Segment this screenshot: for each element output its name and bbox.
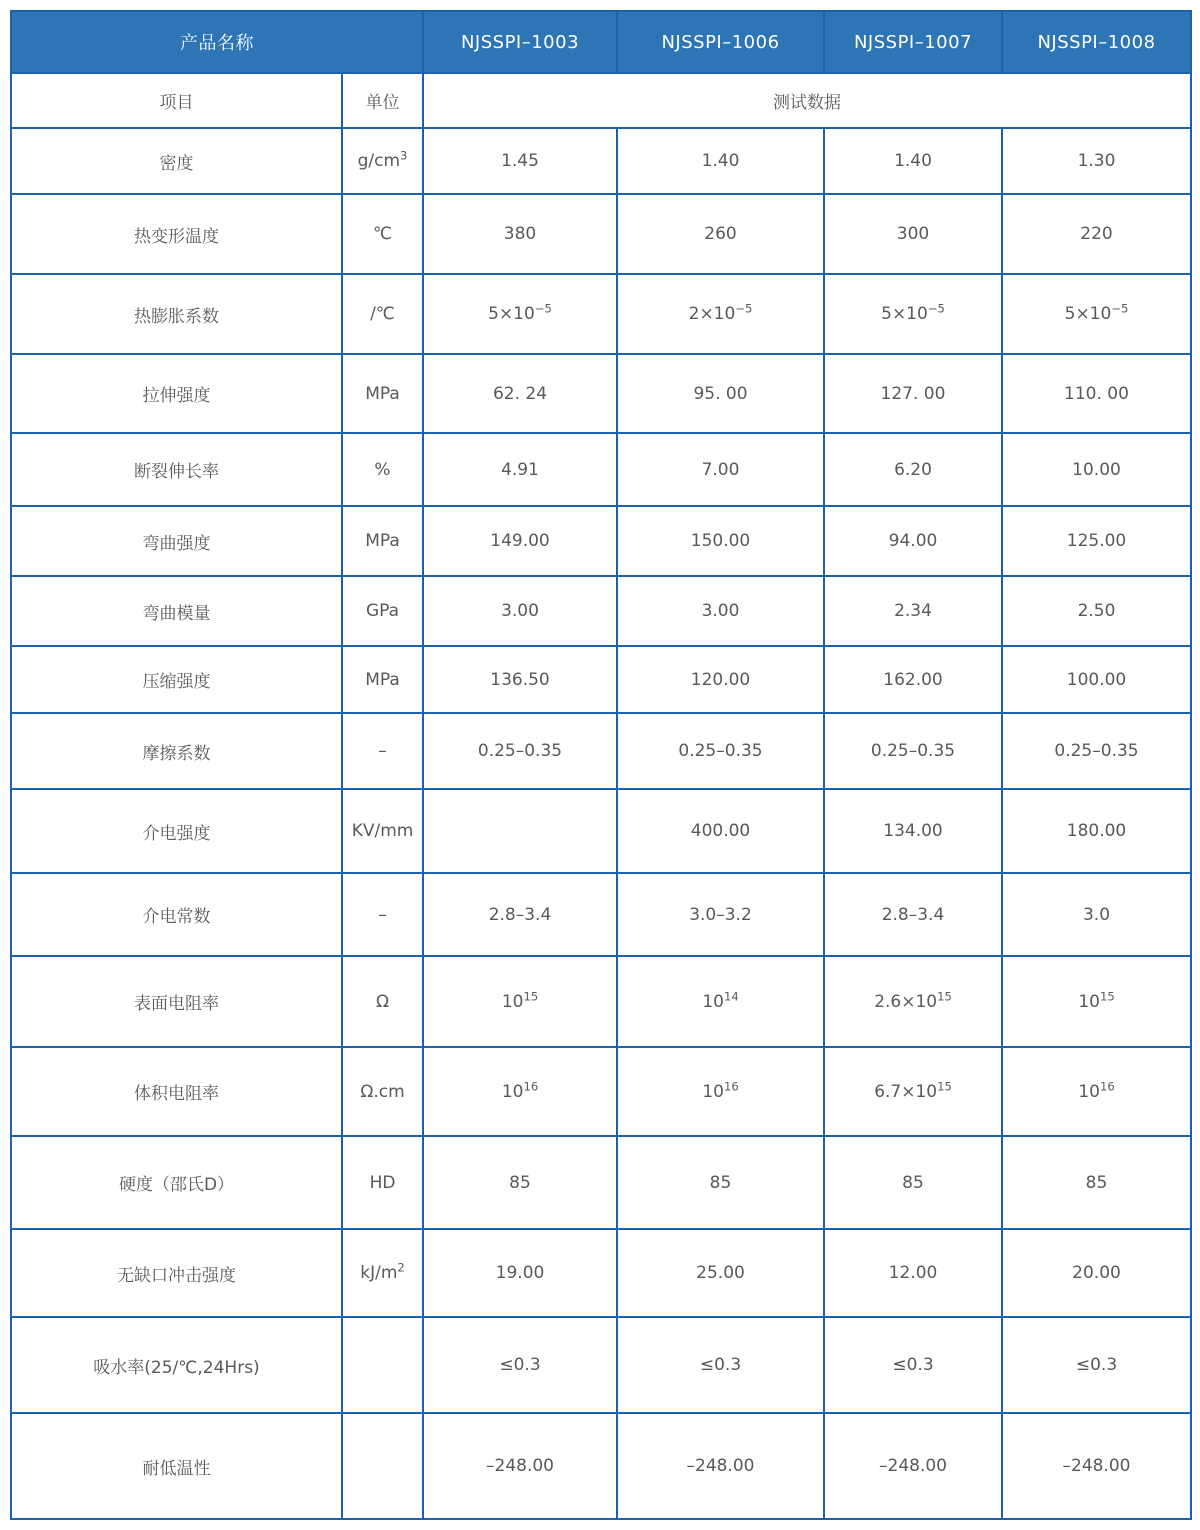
value-cell: 136.50 [423, 646, 617, 713]
value-cell: ≤0.3 [423, 1317, 617, 1413]
value-cell: 0.25–0.35 [617, 713, 824, 789]
product-column-header-1003: NJSSPI–1003 [423, 11, 617, 73]
value-cell: 1.45 [423, 128, 617, 194]
value-cell: 2.34 [824, 576, 1002, 646]
table-row-heat-deflection [11, 194, 1191, 274]
table-row-dielectric-constant [11, 873, 1191, 956]
value-cell: $5\times 10^{-5}$ [423, 274, 617, 354]
value-cell: –248.00 [423, 1413, 617, 1519]
item-cell: 密度 [11, 128, 342, 194]
value-cell: $5\times 10^{-5}$ [824, 274, 1002, 354]
table-row-water-absorption [11, 1317, 1191, 1413]
unit-cell [342, 1317, 423, 1413]
product-column-header-1008: NJSSPI–1008 [1002, 11, 1191, 73]
item-cell: 压缩强度 [11, 646, 342, 713]
value-cell: 0.25–0.35 [1002, 713, 1191, 789]
subheader-row [11, 73, 1191, 128]
value-cell: 2.8–3.4 [824, 873, 1002, 956]
unit-cell: KV/mm [342, 789, 423, 873]
test-data-header: 测试数据 [423, 73, 1191, 128]
item-cell: 表面电阻率 [11, 956, 342, 1047]
value-cell: 6.20 [824, 433, 1002, 506]
table-row-surface-resistivity [11, 956, 1191, 1047]
value-cell: 300 [824, 194, 1002, 274]
table-row-thermal-expansion [11, 274, 1191, 354]
value-cell: 125.00 [1002, 506, 1191, 576]
value-cell: ≤0.3 [1002, 1317, 1191, 1413]
value-cell: ≤0.3 [617, 1317, 824, 1413]
value-cell: $10^{16}$ [1002, 1047, 1191, 1136]
item-cell: 拉伸强度 [11, 354, 342, 433]
value-cell: 20.00 [1002, 1229, 1191, 1317]
item-cell: 断裂伸长率 [11, 433, 342, 506]
value-cell: 150.00 [617, 506, 824, 576]
value-cell: $10^{15}$ [1002, 956, 1191, 1047]
value-cell: 100.00 [1002, 646, 1191, 713]
value-cell: $10^{15}$ [423, 956, 617, 1047]
table-row-tensile-strength [11, 354, 1191, 433]
value-cell: 120.00 [617, 646, 824, 713]
unit-cell: MPa [342, 506, 423, 576]
item-cell: 无缺口冲击强度 [11, 1229, 342, 1317]
unit-cell: Ω [342, 956, 423, 1047]
table-row-hardness [11, 1136, 1191, 1229]
item-cell: 体积电阻率 [11, 1047, 342, 1136]
value-cell: 3.00 [423, 576, 617, 646]
table-row-low-temp-resistance [11, 1413, 1191, 1519]
item-cell: 吸水率(25/℃,24Hrs) [11, 1317, 342, 1413]
value-cell: 1.30 [1002, 128, 1191, 194]
value-cell: 10.00 [1002, 433, 1191, 506]
value-cell: 85 [824, 1136, 1002, 1229]
product-column-header-1006: NJSSPI–1006 [617, 11, 824, 73]
item-cell: 耐低温性 [11, 1413, 342, 1519]
value-cell: 134.00 [824, 789, 1002, 873]
table-row-friction-coefficient [11, 713, 1191, 789]
unit-cell: % [342, 433, 423, 506]
unit-cell: Ω.cm [342, 1047, 423, 1136]
value-cell: 62. 24 [423, 354, 617, 433]
item-cell: 介电强度 [11, 789, 342, 873]
unit-cell: ℃ [342, 194, 423, 274]
value-cell: 220 [1002, 194, 1191, 274]
value-cell: 2.50 [1002, 576, 1191, 646]
value-cell: 260 [617, 194, 824, 274]
product-name-header: 产品名称 [11, 11, 423, 73]
unit-cell: $kJ/m^2$ [342, 1229, 423, 1317]
unit-header: 单位 [342, 73, 423, 128]
value-cell: 85 [617, 1136, 824, 1229]
item-cell: 弯曲强度 [11, 506, 342, 576]
value-cell: 110. 00 [1002, 354, 1191, 433]
value-cell [423, 789, 617, 873]
table-row-flexural-modulus [11, 576, 1191, 646]
value-cell: $10^{16}$ [423, 1047, 617, 1136]
table-row-unnotched-impact [11, 1229, 1191, 1317]
value-cell: $6.7\times 10^{15}$ [824, 1047, 1002, 1136]
unit-cell: – [342, 873, 423, 956]
product-column-header-1007: NJSSPI–1007 [824, 11, 1002, 73]
table-row-dielectric-strength [11, 789, 1191, 873]
value-cell: 1.40 [824, 128, 1002, 194]
unit-cell: GPa [342, 576, 423, 646]
value-cell: 0.25–0.35 [824, 713, 1002, 789]
unit-cell: MPa [342, 646, 423, 713]
value-cell: ≤0.3 [824, 1317, 1002, 1413]
item-cell: 弯曲模量 [11, 576, 342, 646]
value-cell: 85 [423, 1136, 617, 1229]
table-row-density [11, 128, 1191, 194]
value-cell: 0.25–0.35 [423, 713, 617, 789]
unit-cell: $g/cm^3$ [342, 128, 423, 194]
value-cell: 3.00 [617, 576, 824, 646]
value-cell: 2.8–3.4 [423, 873, 617, 956]
value-cell: –248.00 [617, 1413, 824, 1519]
value-cell: $10^{14}$ [617, 956, 824, 1047]
value-cell: $10^{16}$ [617, 1047, 824, 1136]
value-cell: 3.0–3.2 [617, 873, 824, 956]
item-header: 项目 [11, 73, 342, 128]
value-cell: 95. 00 [617, 354, 824, 433]
item-cell: 热膨胀系数 [11, 274, 342, 354]
value-cell: 3.0 [1002, 873, 1191, 956]
value-cell: 162.00 [824, 646, 1002, 713]
value-cell: 4.91 [423, 433, 617, 506]
value-cell: 1.40 [617, 128, 824, 194]
value-cell: 380 [423, 194, 617, 274]
value-cell: $2.6\times 10^{15}$ [824, 956, 1002, 1047]
unit-cell: /℃ [342, 274, 423, 354]
product-spec-table [10, 10, 1192, 1520]
table-row-flexural-strength [11, 506, 1191, 576]
value-cell: 85 [1002, 1136, 1191, 1229]
value-cell: 127. 00 [824, 354, 1002, 433]
value-cell: $2\times 10^{-5}$ [617, 274, 824, 354]
value-cell: 25.00 [617, 1229, 824, 1317]
item-cell: 硬度（邵氏D） [11, 1136, 342, 1229]
value-cell: 12.00 [824, 1229, 1002, 1317]
value-cell: 7.00 [617, 433, 824, 506]
item-cell: 摩擦系数 [11, 713, 342, 789]
header-row [11, 11, 1191, 73]
value-cell: 94.00 [824, 506, 1002, 576]
unit-cell [342, 1413, 423, 1519]
value-cell: –248.00 [824, 1413, 1002, 1519]
item-cell: 介电常数 [11, 873, 342, 956]
item-cell: 热变形温度 [11, 194, 342, 274]
table-row-elongation [11, 433, 1191, 506]
unit-cell: – [342, 713, 423, 789]
value-cell: 149.00 [423, 506, 617, 576]
value-cell: –248.00 [1002, 1413, 1191, 1519]
table-row-volume-resistivity [11, 1047, 1191, 1136]
unit-cell: MPa [342, 354, 423, 433]
value-cell: 180.00 [1002, 789, 1191, 873]
value-cell: $5\times 10^{-5}$ [1002, 274, 1191, 354]
value-cell: 400.00 [617, 789, 824, 873]
value-cell: 19.00 [423, 1229, 617, 1317]
unit-cell: HD [342, 1136, 423, 1229]
table-row-compressive-strength [11, 646, 1191, 713]
